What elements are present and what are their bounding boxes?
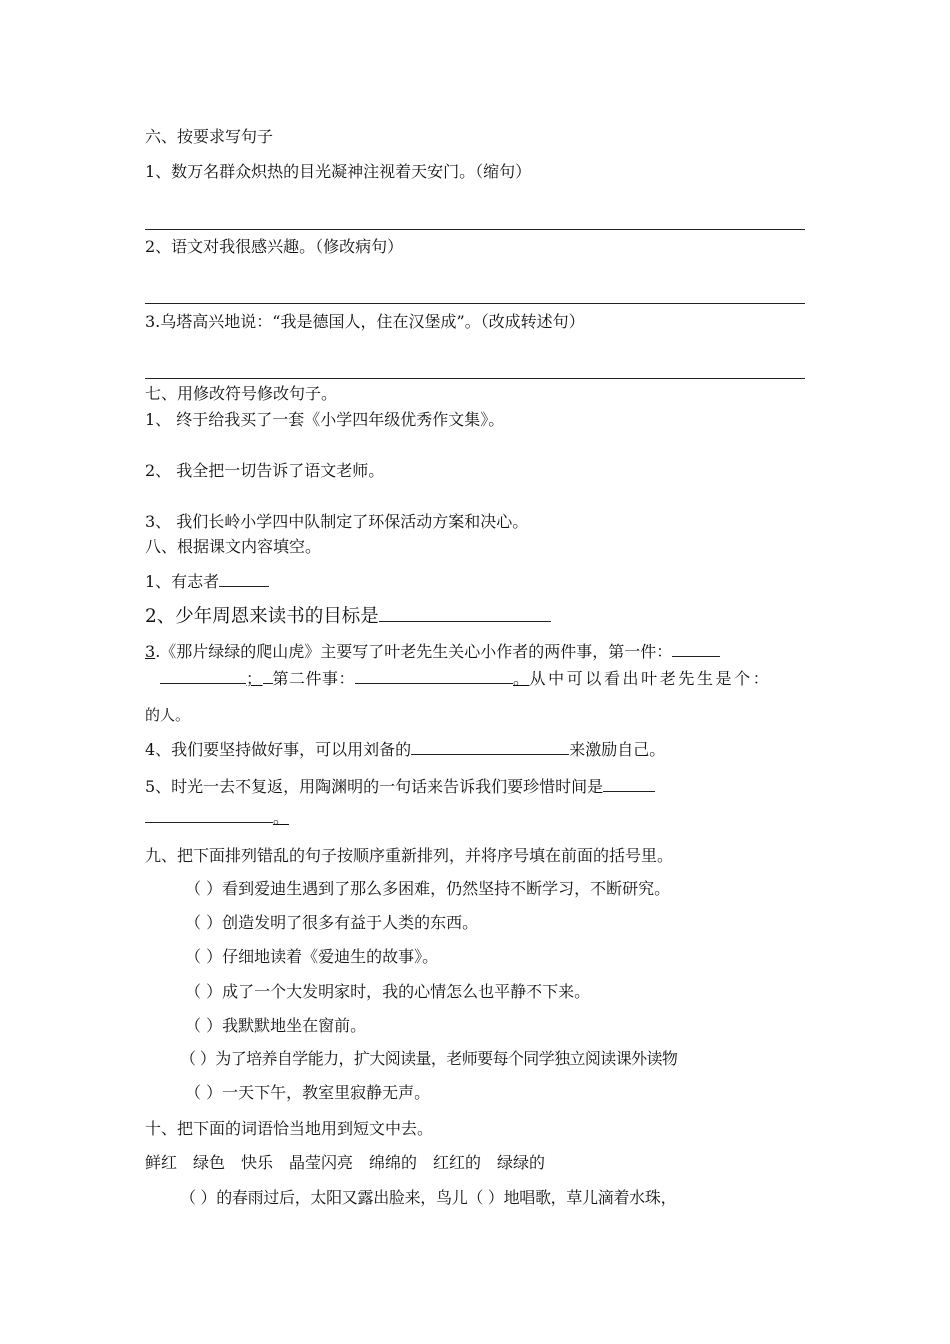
section-8-heading: 八、根据课文内容填空。 — [145, 537, 322, 556]
fill-blank[interactable] — [219, 570, 269, 587]
s6-question-1: 1、数万名群众炽热的目光凝神注视着天安门。（缩句） — [145, 162, 532, 181]
s8-question-3-line-c: 的人。 — [145, 706, 191, 724]
s9-item — [185, 947, 438, 967]
fill-blank[interactable] — [672, 640, 720, 657]
s8-q1-text: 1、有志者 — [145, 572, 220, 591]
s6-question-2: 2、语文对我很感兴趣。（修改病句） — [145, 237, 404, 256]
fill-blank[interactable] — [379, 603, 551, 622]
fill-blank[interactable] — [145, 806, 273, 823]
answer-line — [145, 303, 805, 304]
answer-line — [145, 229, 805, 230]
fill-blank[interactable] — [411, 738, 569, 755]
s8-question-1 — [145, 570, 269, 592]
s9-item-text: 创造发明了很多有益于人类的东西。 — [222, 913, 479, 932]
s8-q5-text: 5、时光一去不复返，用陶渊明的一句话来告诉我们要珍惜时间是 — [145, 777, 604, 796]
s8-q3-text-b: 从中可以看出叶老先生是个： — [529, 669, 772, 688]
s10-para-text-a: 的春雨过后，太阳又露出脸来，鸟儿 — [216, 1188, 468, 1207]
s9-item — [185, 1016, 366, 1036]
s10-paragraph — [180, 1188, 676, 1208]
s6-question-3: 3.乌塔高兴地说：“我是德国人，住在汉堡成”。（改成转述句） — [145, 312, 585, 331]
s7-question-2: 2、 我全把一切告诉了语文老师。 — [145, 461, 385, 480]
answer-parens[interactable]: （ ） — [185, 913, 223, 932]
s8-q3-text-a: .《那片绿绿的爬山虎》主要写了叶老先生关心小作者的两件事，第一件： — [155, 642, 673, 661]
s8-question-4 — [145, 738, 665, 760]
answer-parens[interactable]: （ ） — [185, 982, 223, 1001]
s8-q4-text-b: 来激励自己。 — [569, 740, 666, 759]
s9-item-text: 我默默地坐在窗前。 — [222, 1016, 367, 1035]
s8-q3-second: 第二件事： — [272, 669, 356, 688]
fill-blank[interactable] — [355, 667, 513, 684]
answer-parens[interactable]: （ ） — [180, 1188, 217, 1207]
s9-item — [185, 1083, 430, 1103]
answer-parens[interactable]: （ ） — [467, 1188, 504, 1207]
answer-parens[interactable]: （ ） — [185, 1083, 223, 1102]
s8-question-5-cont — [145, 806, 289, 828]
fill-blank[interactable] — [160, 667, 246, 684]
s9-item-text: 一天下午，教室里寂静无声。 — [222, 1083, 431, 1102]
s9-item-text: 成了一个大发明家时，我的心情怎么也平静不下来。 — [222, 982, 591, 1001]
s10-word-list: 鲜红 绿色 快乐 晶莹闪亮 绵绵的 红红的 绿绿的 — [145, 1153, 546, 1172]
section-9-heading: 九、把下面排列错乱的句子按顺序重新排列，并将序号填在前面的括号里。 — [145, 846, 674, 865]
s9-item-text: 仔细地读着《爱迪生的故事》。 — [222, 947, 439, 966]
answer-parens[interactable]: （ ） — [185, 879, 223, 898]
s9-item — [185, 982, 590, 1002]
section-6-heading: 六、按要求写句子 — [145, 127, 274, 146]
answer-parens[interactable]: （ ） — [185, 1016, 223, 1035]
section-10-heading: 十、把下面的词语恰当地用到短文中去。 — [145, 1119, 434, 1138]
answer-parens[interactable]: （ ） — [185, 947, 223, 966]
s8-question-3-line-b — [160, 667, 771, 689]
s7-question-1: 1、 终于给我买了一套《小学四年级优秀作文集》。 — [145, 410, 505, 429]
fill-blank[interactable] — [603, 775, 655, 792]
answer-line — [145, 378, 805, 379]
s8-question-2 — [145, 603, 551, 627]
s8-q2-text: 2、少年周恩来读书的目标是 — [145, 606, 379, 627]
s9-item-text: 看到爱迪生遇到了那么多困难，仍然坚持不断学习，不断研究。 — [222, 879, 671, 898]
s10-para-text-b: 地唱歌，草儿滴着水珠， — [503, 1188, 677, 1207]
s9-item-text: 为了培养自学能力，扩大阅读量，老师要每个同学独立阅读课外读物 — [215, 1049, 678, 1068]
s7-question-3: 3、 我们长岭小学四中队制定了环保活动方案和决心。 — [145, 512, 529, 531]
section-7-heading: 七、用修改符号修改句子。 — [145, 384, 338, 403]
s8-question-3-line-a — [145, 640, 720, 662]
s9-item — [185, 879, 670, 899]
fill-blank[interactable] — [263, 667, 273, 684]
s8-q4-text-a: 4、我们要坚持做好事，可以用刘备的 — [145, 740, 412, 759]
s8-q3-period: 。 — [513, 669, 530, 688]
answer-parens[interactable]: （ ） — [180, 1049, 216, 1068]
s8-question-5 — [145, 775, 655, 797]
s8-q5-period: 。 — [273, 808, 290, 827]
s8-q3-semicolon: ； — [246, 669, 263, 688]
s9-item — [185, 913, 478, 933]
s8-q3-number: 3 — [145, 642, 156, 661]
s9-item — [180, 1049, 677, 1069]
